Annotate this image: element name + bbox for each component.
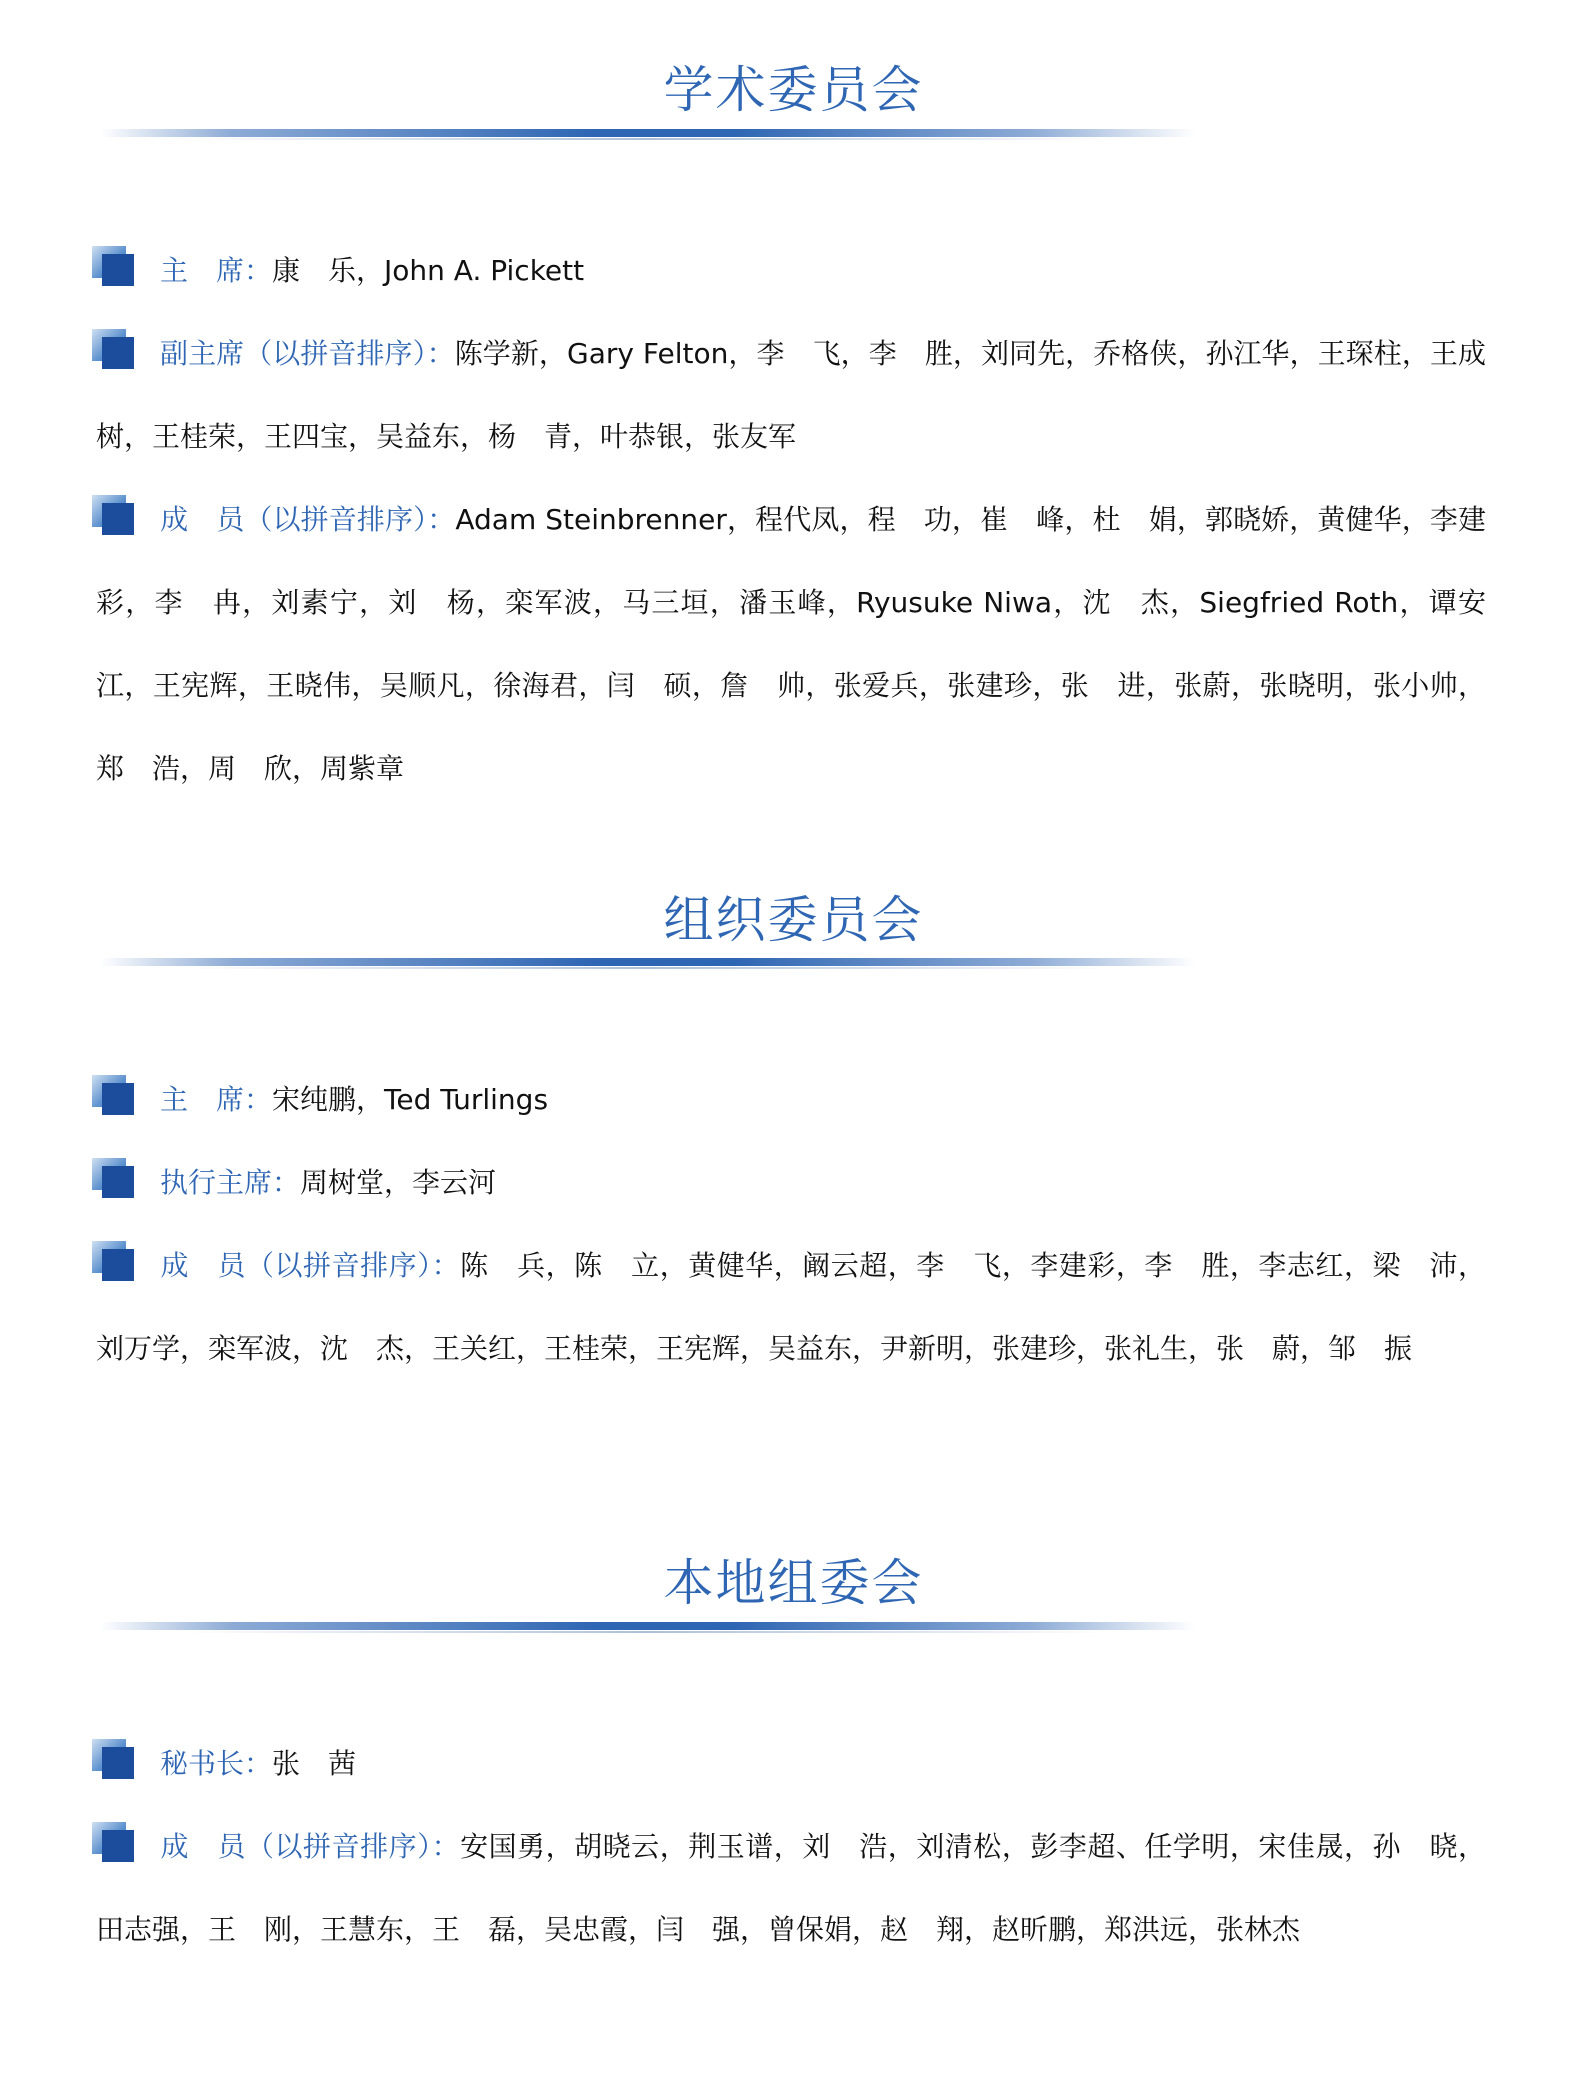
- section-divider: [100, 129, 1195, 137]
- row-names: 张 茜: [272, 1747, 357, 1780]
- row-label: 主 席：: [160, 1083, 273, 1116]
- members-row: [96, 1224, 1486, 1390]
- row-label: 执行主席：: [160, 1166, 301, 1199]
- section-title: 学术委员会: [663, 61, 924, 119]
- vice-chair-row: [96, 312, 1486, 478]
- section-title: 本地组委会: [663, 1554, 924, 1612]
- chair-row: [96, 1058, 1486, 1141]
- row-names: 安国勇，胡晓云，荆玉谱，刘 浩，刘清松，彭李超、任学明，宋佳晟，孙 晓，田志强，王 刚，王慧东，王 磊，吴忠霞，闫 强，曾保娟，赵 翔，赵昕鹏，郑洪远，张林杰: [96, 1830, 1486, 1946]
- section-title: 组织委员会: [663, 891, 924, 949]
- row-label: 副主席（以拼音排序）：: [160, 337, 455, 370]
- row-names: 周树堂，李云河: [300, 1166, 497, 1199]
- row-names: Adam Steinbrenner，程代凤，程 功，崔 峰，杜 娟，郭晓娇，黄健华，李建彩，李 冉，刘素宁，刘 杨，栾军波，马三垣，潘玉峰，Ryusuke Niwa，沈 杰，Siegfried Roth，谭安江，王宪辉，王晓伟，吴顺凡，徐海君，闫 硕，詹 帅，张爱兵，张建珍，张 进，张蔚，张晓明，张小帅，郑 浩，周 欣，周紫章: [96, 503, 1486, 785]
- square-bullet-icon: [92, 1075, 136, 1115]
- members-row: [96, 1805, 1486, 1971]
- row-names: 康 乐，John A. Pickett: [272, 254, 585, 287]
- row-label: 秘书长：: [160, 1747, 273, 1780]
- row-label: 成 员（以拼音排序）：: [160, 1830, 461, 1863]
- section-divider: [100, 958, 1195, 966]
- square-bullet-icon: [92, 1158, 136, 1198]
- row-label: 主 席：: [160, 254, 273, 287]
- row-label: 成 员（以拼音排序）：: [160, 503, 456, 536]
- chair-row: [96, 229, 1486, 312]
- secretary-general-row: [96, 1722, 1486, 1805]
- members-row: [96, 478, 1486, 810]
- section-divider: [100, 1622, 1195, 1630]
- square-bullet-icon: [92, 1822, 136, 1862]
- square-bullet-icon: [92, 329, 136, 369]
- row-names: 宋纯鹏，Ted Turlings: [272, 1083, 549, 1116]
- row-names: 陈学新，Gary Felton，李 飞，李 胜，刘同先，乔格侠，孙江华，王琛柱，王成树，王桂荣，王四宝，吴益东，杨 青，叶恭银，张友军: [96, 337, 1486, 453]
- executive-chair-row: [96, 1141, 1486, 1224]
- row-label: 成 员（以拼音排序）：: [160, 1249, 461, 1282]
- row-names: 陈 兵，陈 立，黄健华，阚云超，李 飞，李建彩，李 胜，李志红，梁 沛，刘万学，栾军波，沈 杰，王关红，王桂荣，王宪辉，吴益东，尹新明，张建珍，张礼生，张 蔚，邹 振: [96, 1249, 1486, 1365]
- square-bullet-icon: [92, 1241, 136, 1281]
- square-bullet-icon: [92, 246, 136, 286]
- square-bullet-icon: [92, 1739, 136, 1779]
- square-bullet-icon: [92, 495, 136, 535]
